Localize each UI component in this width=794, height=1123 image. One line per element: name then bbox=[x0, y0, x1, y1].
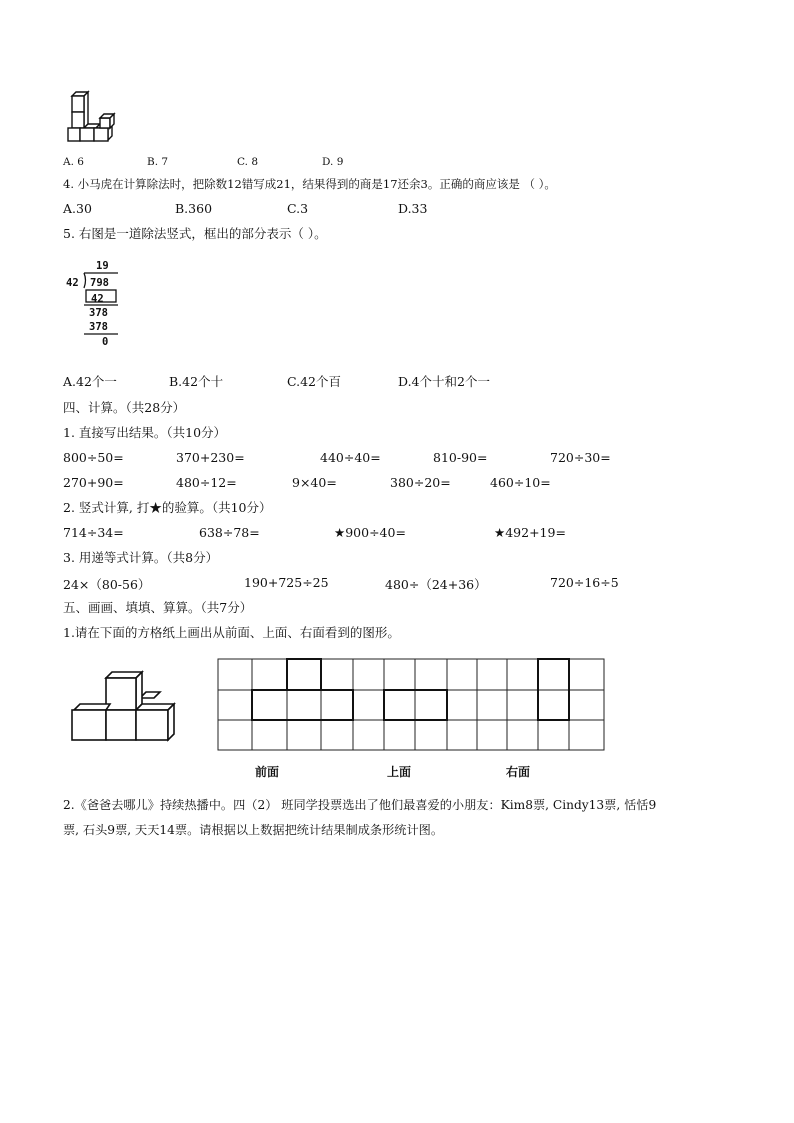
section5-q2-line2: 票, 石头9票, 天天14票。请根据以上数据把统计结果制成条形统计图。 bbox=[63, 823, 444, 837]
oral-calc-item: 800÷50= bbox=[63, 450, 124, 465]
division-quotient: 19 bbox=[96, 260, 109, 272]
oral-calc-item: 460÷10= bbox=[490, 475, 551, 490]
division-step1-boxed: 42 bbox=[91, 293, 104, 305]
block-arrangement-figure bbox=[68, 668, 184, 744]
section4-part3-title: 3. 用递等式计算。（共8分） bbox=[63, 550, 219, 565]
q4-option-d: D.33 bbox=[398, 201, 428, 216]
stepwise-calc-item: 190+725÷25 bbox=[244, 575, 329, 590]
section4-title: 四、计算。（共28分） bbox=[63, 400, 186, 415]
section4-part1-title: 1. 直接写出结果。（共10分） bbox=[63, 425, 227, 440]
division-step2: 378 bbox=[89, 307, 108, 319]
grid-paper bbox=[216, 656, 608, 752]
oral-calc-item: 440÷40= bbox=[320, 450, 381, 465]
vertical-calc-item: 638÷78= bbox=[199, 525, 260, 540]
q4-question: 4. 小马虎在计算除法时，把除数12错写成21，结果得到的商是17还余3。正确的商应该是 （ ）。 bbox=[63, 177, 556, 191]
division-remainder: 0 bbox=[102, 336, 109, 348]
q3-option-b: B. 7 bbox=[147, 156, 169, 168]
grid-label-top: 上面 bbox=[387, 765, 412, 779]
q5-option-b: B.42个十 bbox=[169, 374, 224, 389]
section5-q2-line1: 2.《爸爸去哪儿》持续热播中。四（2） 班同学投票选出了他们最喜爱的小朋友：Kim8票, Cindy13票, 恬恬9 bbox=[63, 798, 657, 812]
vertical-calc-item: ★900÷40= bbox=[334, 525, 406, 540]
stepwise-calc-item: 720÷16÷5 bbox=[550, 575, 619, 590]
grid-label-right: 右面 bbox=[506, 765, 531, 779]
q3-option-a: A. 6 bbox=[63, 156, 84, 168]
long-division-figure bbox=[62, 258, 132, 348]
section5-q1-question: 1.请在下面的方格纸上画出从前面、上面、右面看到的图形。 bbox=[63, 625, 400, 640]
oral-calc-item: 9×40= bbox=[292, 475, 337, 490]
oral-calc-item: 380÷20= bbox=[390, 475, 451, 490]
stepwise-calc-item: 24×（80-56） bbox=[63, 577, 151, 592]
q3-option-c: C. 8 bbox=[237, 156, 259, 168]
q5-question: 5. 右图是一道除法竖式，框出的部分表示（ ）。 bbox=[63, 226, 327, 241]
q4-option-a: A.30 bbox=[63, 201, 92, 216]
q3-option-d: D. 9 bbox=[322, 156, 344, 168]
vertical-calc-item: ★492+19= bbox=[494, 525, 566, 540]
q5-option-d: D.4个十和2个一 bbox=[398, 374, 490, 389]
cube-stack-figure bbox=[62, 90, 122, 148]
division-step3: 378 bbox=[89, 321, 108, 333]
grid-label-front: 前面 bbox=[255, 765, 280, 779]
oral-calc-item: 720÷30= bbox=[550, 450, 611, 465]
division-dividend: 798 bbox=[90, 277, 109, 289]
oral-calc-item: 480÷12= bbox=[176, 475, 237, 490]
vertical-calc-item: 714÷34= bbox=[63, 525, 124, 540]
q4-option-b: B.360 bbox=[175, 201, 213, 216]
oral-calc-item: 810-90= bbox=[433, 450, 488, 465]
stepwise-calc-item: 480÷（24+36） bbox=[385, 577, 487, 592]
q5-option-c: C.42个百 bbox=[287, 374, 341, 389]
q4-option-c: C.3 bbox=[287, 201, 309, 216]
oral-calc-item: 370+230= bbox=[176, 450, 245, 465]
division-divisor: 42 bbox=[66, 277, 79, 289]
section4-part2-title: 2. 竖式计算, 打★的验算。（共10分） bbox=[63, 500, 272, 515]
division-lines bbox=[62, 258, 132, 348]
q5-option-a: A.42个一 bbox=[63, 374, 117, 389]
section5-title: 五、画画、填填、算算。（共7分） bbox=[63, 600, 253, 615]
oral-calc-item: 270+90= bbox=[63, 475, 124, 490]
